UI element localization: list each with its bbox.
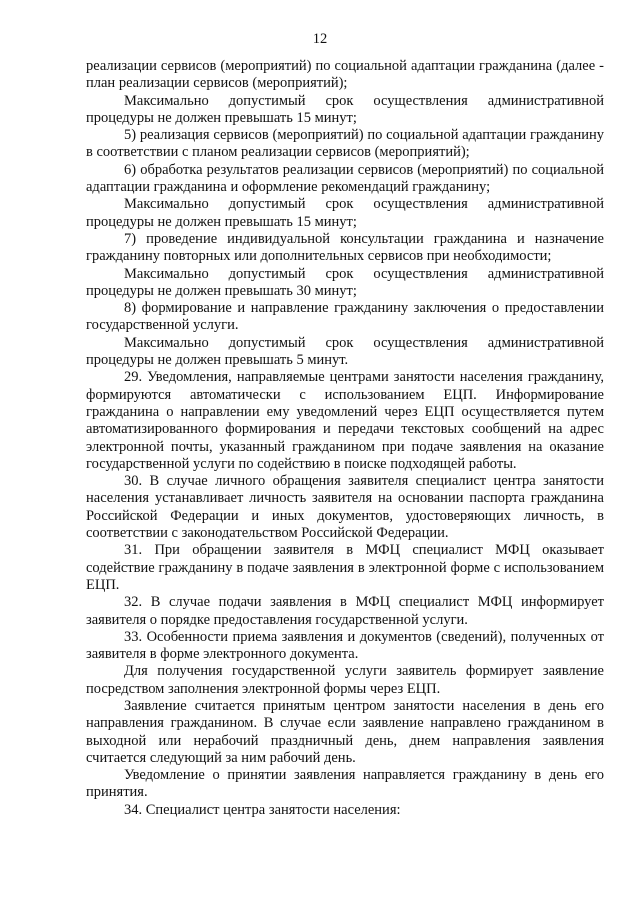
paragraph: 32. В случае подачи заявления в МФЦ специалист МФЦ информирует заявителя о порядке предоставления государственной услуги.	[86, 594, 604, 628]
paragraph: 30. В случае личного обращения заявителя специалист центра занятости населения устанавливает личность заявителя на основании паспорта гражданина Российской Федерации и иных документов, удостоверяющих личность, в соответствии с законодательством Российской Федерации.	[86, 473, 604, 542]
paragraph: 5) реализация сервисов (мероприятий) по социальной адаптации гражданину в соответствии с планом реализации сервисов (мероприятий);	[86, 127, 604, 161]
paragraph: 7) проведение индивидуальной консультации гражданина и назначение гражданину повторных или дополнительных сервисов при необходимости;	[86, 230, 604, 265]
paragraph: Максимально допустимый срок осуществления административной процедуры не должен превышать 30 минут;	[86, 265, 604, 299]
page-number: 12	[312, 31, 328, 47]
paragraph: 29. Уведомления, направляемые центрами занятости населения гражданину, формируются автоматически с использованием ЕЦП. Информирование гражданина о направлении ему уведомлений через ЕЦП осуществляется путем автоматизированного формирования и передачи текстовых сообщений на адрес электронной почты, указанный гражданином при подаче заявления на оказание государственной услуги по содействию в поиске подходящей работы.	[86, 369, 604, 472]
document-body	[86, 58, 604, 819]
paragraph: Уведомление о принятии заявления направляется гражданину в день его принятия.	[86, 767, 604, 801]
paragraph: 34. Специалист центра занятости населения:	[124, 801, 401, 818]
paragraph: Максимально допустимый срок осуществления административной процедуры не должен превышать 15 минут;	[86, 92, 604, 126]
paragraph: Максимально допустимый срок осуществления административной процедуры не должен превышать 15 минут;	[86, 196, 604, 230]
paragraph: реализации сервисов (мероприятий) по социальной адаптации гражданина (далее - план реализации сервисов (мероприятий);	[86, 58, 604, 92]
paragraph: Заявление считается принятым центром занятости населения в день его направления гражданином. В случае если заявление направлено гражданином в выходной или нерабочий праздничный день, днем направления заявления считается следующий за ним рабочий день.	[86, 697, 604, 766]
paragraph: Для получения государственной услуги заявитель формирует заявление посредством заполнения электронной формы через ЕЦП.	[86, 663, 604, 697]
paragraph: Максимально допустимый срок осуществления административной процедуры не должен превышать 5 минут.	[86, 334, 604, 369]
paragraph: 33. Особенности приема заявления и документов (сведений), полученных от заявителя в форме электронного документа.	[86, 628, 604, 663]
paragraph: 6) обработка результатов реализации сервисов (мероприятий) по социальной адаптации гражданина и оформление рекомендаций гражданину;	[86, 161, 604, 196]
paragraph: 8) формирование и направление гражданину заключения о предоставлении государственной услуги.	[86, 300, 604, 334]
paragraph: 31. При обращении заявителя в МФЦ специалист МФЦ оказывает содействие гражданину в подаче заявления в электронной форме с использованием ЕЦП.	[86, 542, 604, 593]
